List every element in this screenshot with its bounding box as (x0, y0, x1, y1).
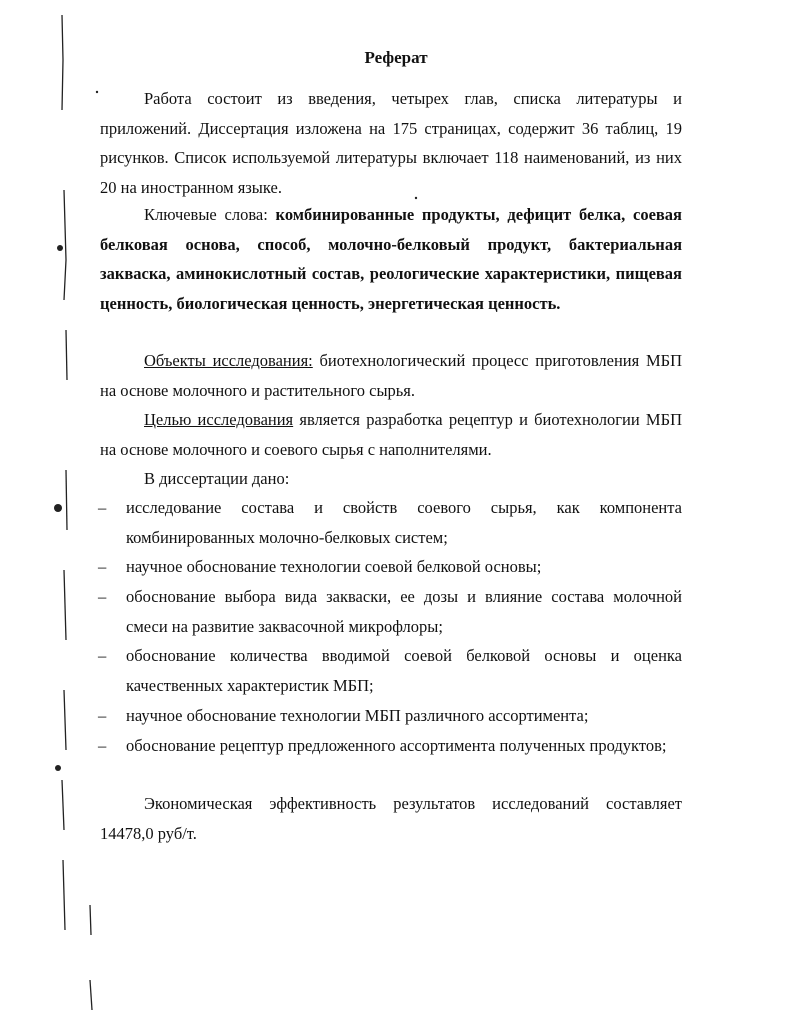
list-item (98, 552, 682, 582)
objects-text: биотехнологический процесс приготовления МБП на основе молочного и растительного сырья. (100, 351, 683, 400)
page-title: Реферат (364, 48, 428, 67)
goal-label: Целью исследования (144, 410, 294, 429)
list-item-text: обоснование выбора вида закваски, ее дозы и влияние состава молочной смеси на развитие заквасочной микрофлоры; (126, 587, 682, 636)
list-marker: – (98, 557, 107, 576)
list-item-text: научное обоснование технологии соевой белковой основы; (126, 557, 542, 576)
goal-text: является разработка рецептур и биотехнологии МБП на основе молочного и соевого сырья с наполнителями. (100, 410, 682, 459)
keywords-list: комбинированные продукты, дефицит белка, соевая белковая основа, способ, молочно-белковый продукт, бактериальная закваска, аминокислотный состав, реологические характеристики, пищевая ценность, биологическая ценность, энергетическая ценность. (100, 205, 682, 313)
list-marker: – (98, 736, 107, 755)
list-marker: – (98, 498, 107, 517)
list-item (98, 731, 682, 761)
objects-paragraph (100, 346, 682, 405)
keywords-label: Ключевые слова: (144, 205, 276, 224)
list-item (98, 701, 682, 731)
list-item-text: обоснование рецептур предложенного ассортимента полученных продуктов; (126, 736, 667, 755)
objects-label: Объекты исследования: (144, 351, 313, 370)
goal-paragraph (100, 405, 682, 464)
keywords-paragraph (100, 200, 682, 318)
list-item-text: обоснование количества вводимой соевой белковой основы и оценка качественных характеристик МБП; (126, 646, 682, 695)
economic-paragraph: Экономическая эффективность результатов исследований составляет 14478,0 руб/т. (100, 794, 682, 843)
list-item-text: исследование состава и свойств соевого сырья, как компонента комбинированных молочно-белковых систем; (126, 498, 682, 547)
list-item-text: научное обоснование технологии МБП различного ассортимента; (126, 706, 589, 725)
list-item (98, 641, 682, 700)
list-item (98, 493, 682, 552)
given-intro: В диссертации дано: (144, 469, 290, 488)
list-marker: – (98, 587, 107, 606)
intro-paragraph: Работа состоит из введения, четырех глав, списка литературы и приложений. Диссертация изложена на 175 страницах, содержит 36 таблиц, 19 рисунков. Список используемой литературы включает 118 наименований, из них 20 на иностранном языке. (100, 89, 682, 197)
list-marker: – (98, 646, 107, 665)
list-item (98, 582, 682, 641)
list-marker: – (98, 706, 107, 725)
